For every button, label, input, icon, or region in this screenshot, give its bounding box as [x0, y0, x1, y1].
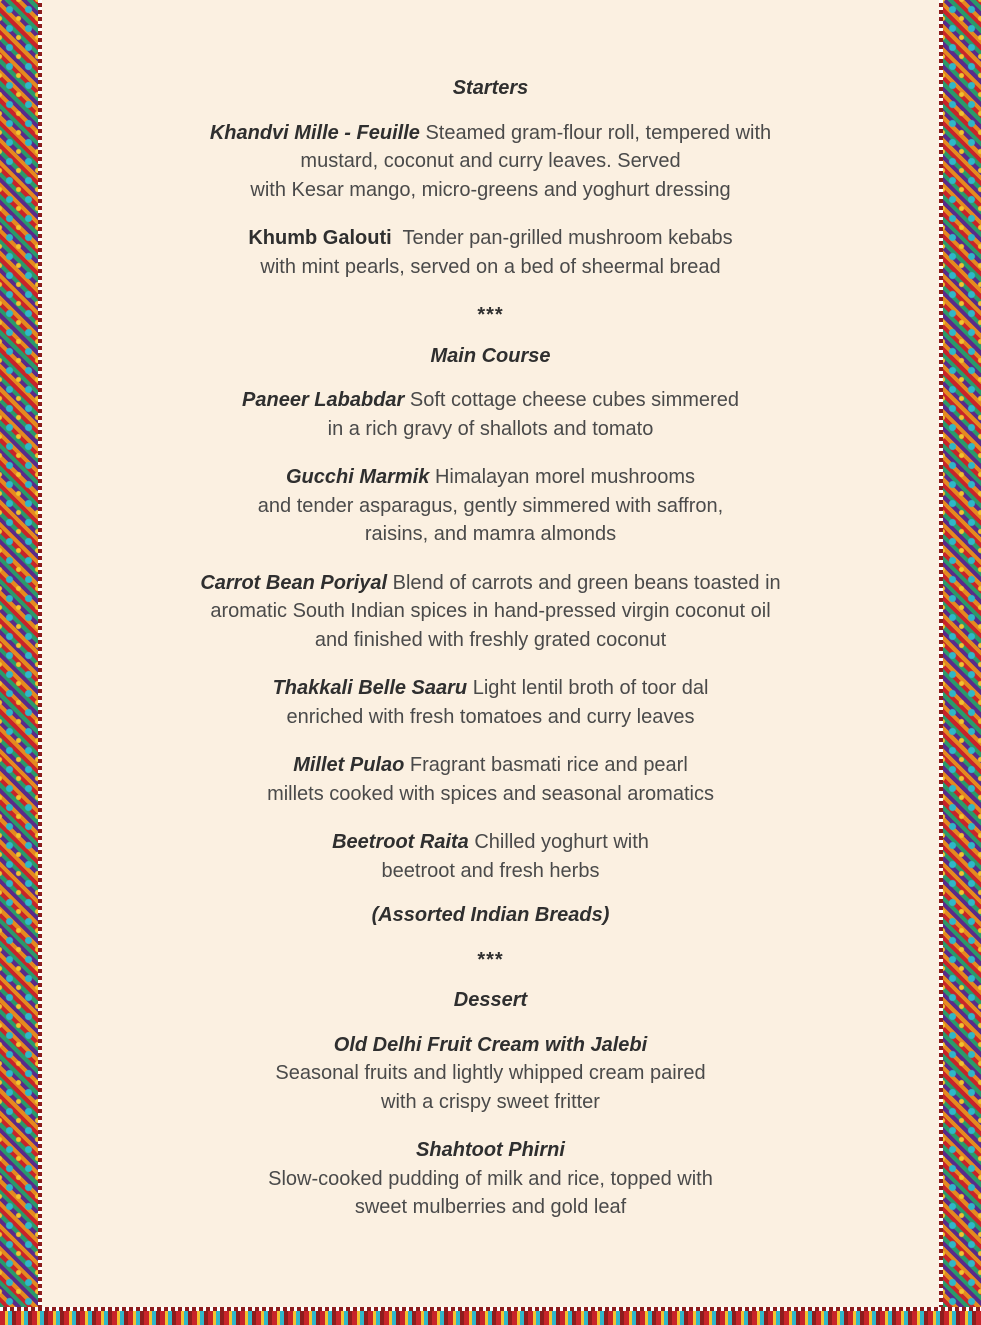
- dish-desc: Soft cottage cheese cubes simmered: [409, 389, 739, 411]
- dish-name: Gucchi Marmik: [285, 466, 430, 488]
- dish-desc: aromatic South Indian spices in hand-pressed virgin coconut oil: [210, 600, 771, 622]
- dish-name: Thakkali Belle Saaru: [272, 677, 468, 699]
- breads-note: (Assorted Indian Breads): [371, 904, 610, 926]
- decorative-border-right: [943, 0, 981, 1325]
- dish-desc: Tender pan-grilled mushroom kebabs: [402, 227, 733, 249]
- menu-item-millet-pulao: [60, 751, 921, 808]
- menu-item-beetroot-raita: [60, 828, 921, 885]
- menu-item-khumb-galouti: [60, 224, 921, 281]
- menu-content: [60, 74, 921, 1242]
- dish-name: Old Delhi Fruit Cream with Jalebi: [333, 1033, 648, 1056]
- dish-desc: beetroot and fresh herbs: [381, 859, 600, 882]
- menu-item-shahtoot-phirni: [60, 1136, 921, 1222]
- dish-name: Millet Pulao: [293, 754, 405, 776]
- dish-name: Paneer Lababdar: [242, 389, 405, 411]
- dish-name: Carrot Bean Poriyal: [200, 571, 388, 594]
- dish-name: Khandvi Mille - Feuille: [209, 121, 420, 144]
- dish-name: Beetroot Raita: [332, 831, 469, 853]
- dish-desc: sweet mulberries and gold leaf: [354, 1196, 627, 1218]
- dish-desc: enriched with fresh tomatoes and curry leaves: [286, 705, 695, 728]
- section-separator: ***: [477, 948, 504, 971]
- dish-desc: Light lentil broth of toor dal: [472, 677, 709, 699]
- dish-desc: Himalayan morel mushrooms: [434, 466, 696, 488]
- menu-item-khandvi: [60, 119, 921, 205]
- section-title-starters: Starters: [452, 77, 529, 99]
- dish-desc: Steamed gram-flour roll, tempered with: [425, 121, 772, 144]
- menu-item-carrot-bean-poriyal: [60, 569, 921, 655]
- dish-desc: Slow-cooked pudding of milk and rice, topped with: [268, 1167, 713, 1190]
- dish-desc: in a rich gravy of shallots and tomato: [327, 417, 654, 440]
- decorative-border-bottom: [0, 1311, 981, 1325]
- section-separator: ***: [477, 304, 504, 326]
- dish-desc: with mint pearls, served on a bed of sheermal bread: [260, 255, 721, 278]
- menu-item-paneer-lababdar: [60, 386, 921, 443]
- dish-desc: with Kesar mango, micro-greens and yoghurt dressing: [250, 178, 731, 201]
- dish-desc: Blend of carrots and green beans toasted in: [392, 571, 781, 594]
- dish-desc: millets cooked with spices and seasonal aromatics: [267, 782, 714, 805]
- menu-item-thakkali-belle-saaru: [60, 674, 921, 731]
- dish-desc: Fragrant basmati rice and pearl: [409, 754, 688, 776]
- dish-desc: and finished with freshly grated coconut: [314, 628, 667, 651]
- dish-name: Shahtoot Phirni: [416, 1139, 565, 1161]
- dish-desc: and tender asparagus, gently simmered with saffron,: [257, 494, 724, 517]
- section-title-dessert: Dessert: [453, 989, 528, 1011]
- dish-desc: Chilled yoghurt with: [474, 831, 649, 853]
- decorative-border-left: [0, 0, 38, 1325]
- menu-item-gucchi-marmik: [60, 463, 921, 549]
- dish-desc: Seasonal fruits and lightly whipped cream paired: [275, 1062, 706, 1084]
- dish-desc: mustard, coconut and curry leaves. Served: [300, 150, 681, 172]
- section-title-main-course: Main Course: [430, 344, 551, 367]
- dish-name: Khumb Galouti: [248, 227, 392, 249]
- menu-item-old-delhi-fruit-cream: [60, 1031, 921, 1117]
- dish-desc: raisins, and mamra almonds: [364, 523, 617, 545]
- dish-desc: with a crispy sweet fritter: [381, 1090, 600, 1113]
